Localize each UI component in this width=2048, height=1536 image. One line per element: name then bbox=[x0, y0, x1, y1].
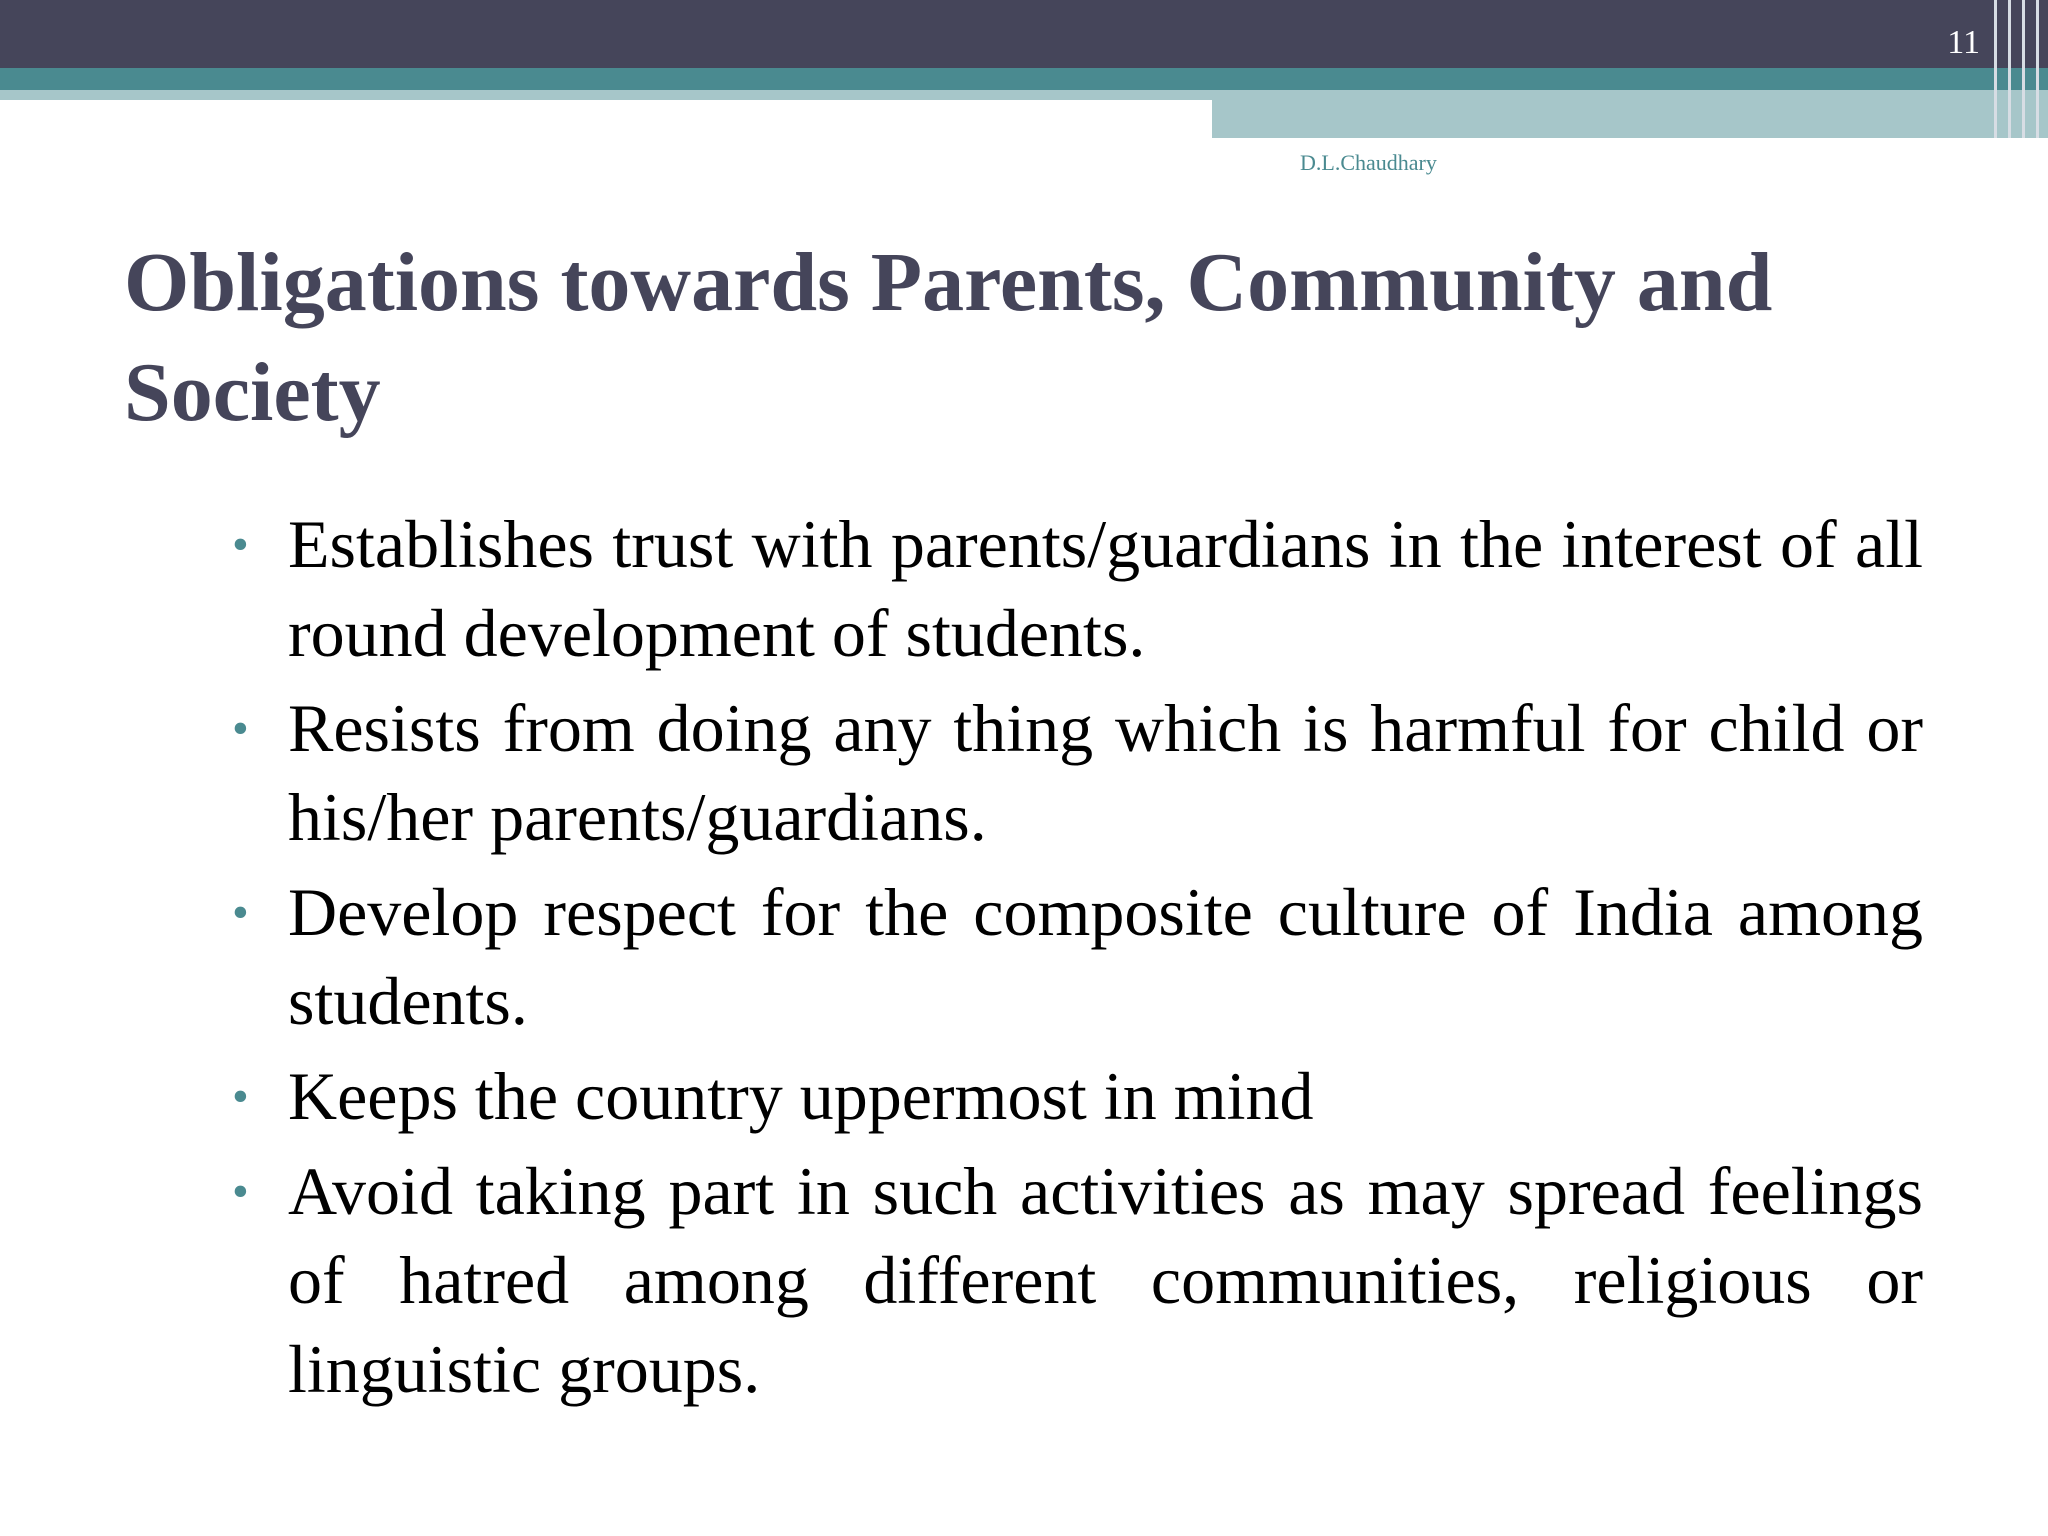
author-credit: D.L.Chaudhary bbox=[1300, 150, 1437, 175]
bullet-icon: • bbox=[232, 1165, 249, 1218]
header-light-strip-right bbox=[1212, 90, 2048, 138]
bullet-icon: • bbox=[232, 518, 249, 571]
bullet-text: Resists from doing any thing which is harmful for child or his/her parents/guardians. bbox=[288, 690, 1923, 855]
bullet-item bbox=[232, 868, 1923, 1046]
bullet-text: Avoid taking part in such activities as may spread feelings of hatred among different communities, religious or linguistic groups. bbox=[288, 1153, 1923, 1407]
bullet-text: Keeps the country uppermost in mind bbox=[288, 1058, 1314, 1134]
header-band bbox=[0, 0, 2048, 68]
bullet-icon: • bbox=[232, 886, 249, 939]
header-accent-strip bbox=[0, 68, 2048, 90]
header-light-strip-left bbox=[0, 90, 1212, 100]
bullet-item bbox=[232, 684, 1923, 862]
slide-title: Obligations towards Parents, Community and Society bbox=[124, 236, 1773, 439]
bullet-list bbox=[232, 500, 1923, 1420]
bullet-text: Develop respect for the composite culture of India among students. bbox=[288, 874, 1923, 1039]
slide-number: 11 bbox=[1947, 24, 1980, 61]
bullet-item bbox=[232, 1052, 1923, 1141]
bullet-item bbox=[232, 500, 1923, 678]
bullet-icon: • bbox=[232, 702, 249, 755]
header-edge-lines bbox=[1988, 0, 2048, 138]
bullet-item bbox=[232, 1147, 1923, 1414]
bullet-icon: • bbox=[232, 1070, 249, 1123]
bullet-text: Establishes trust with parents/guardians in the interest of all round development of students. bbox=[288, 506, 1923, 671]
